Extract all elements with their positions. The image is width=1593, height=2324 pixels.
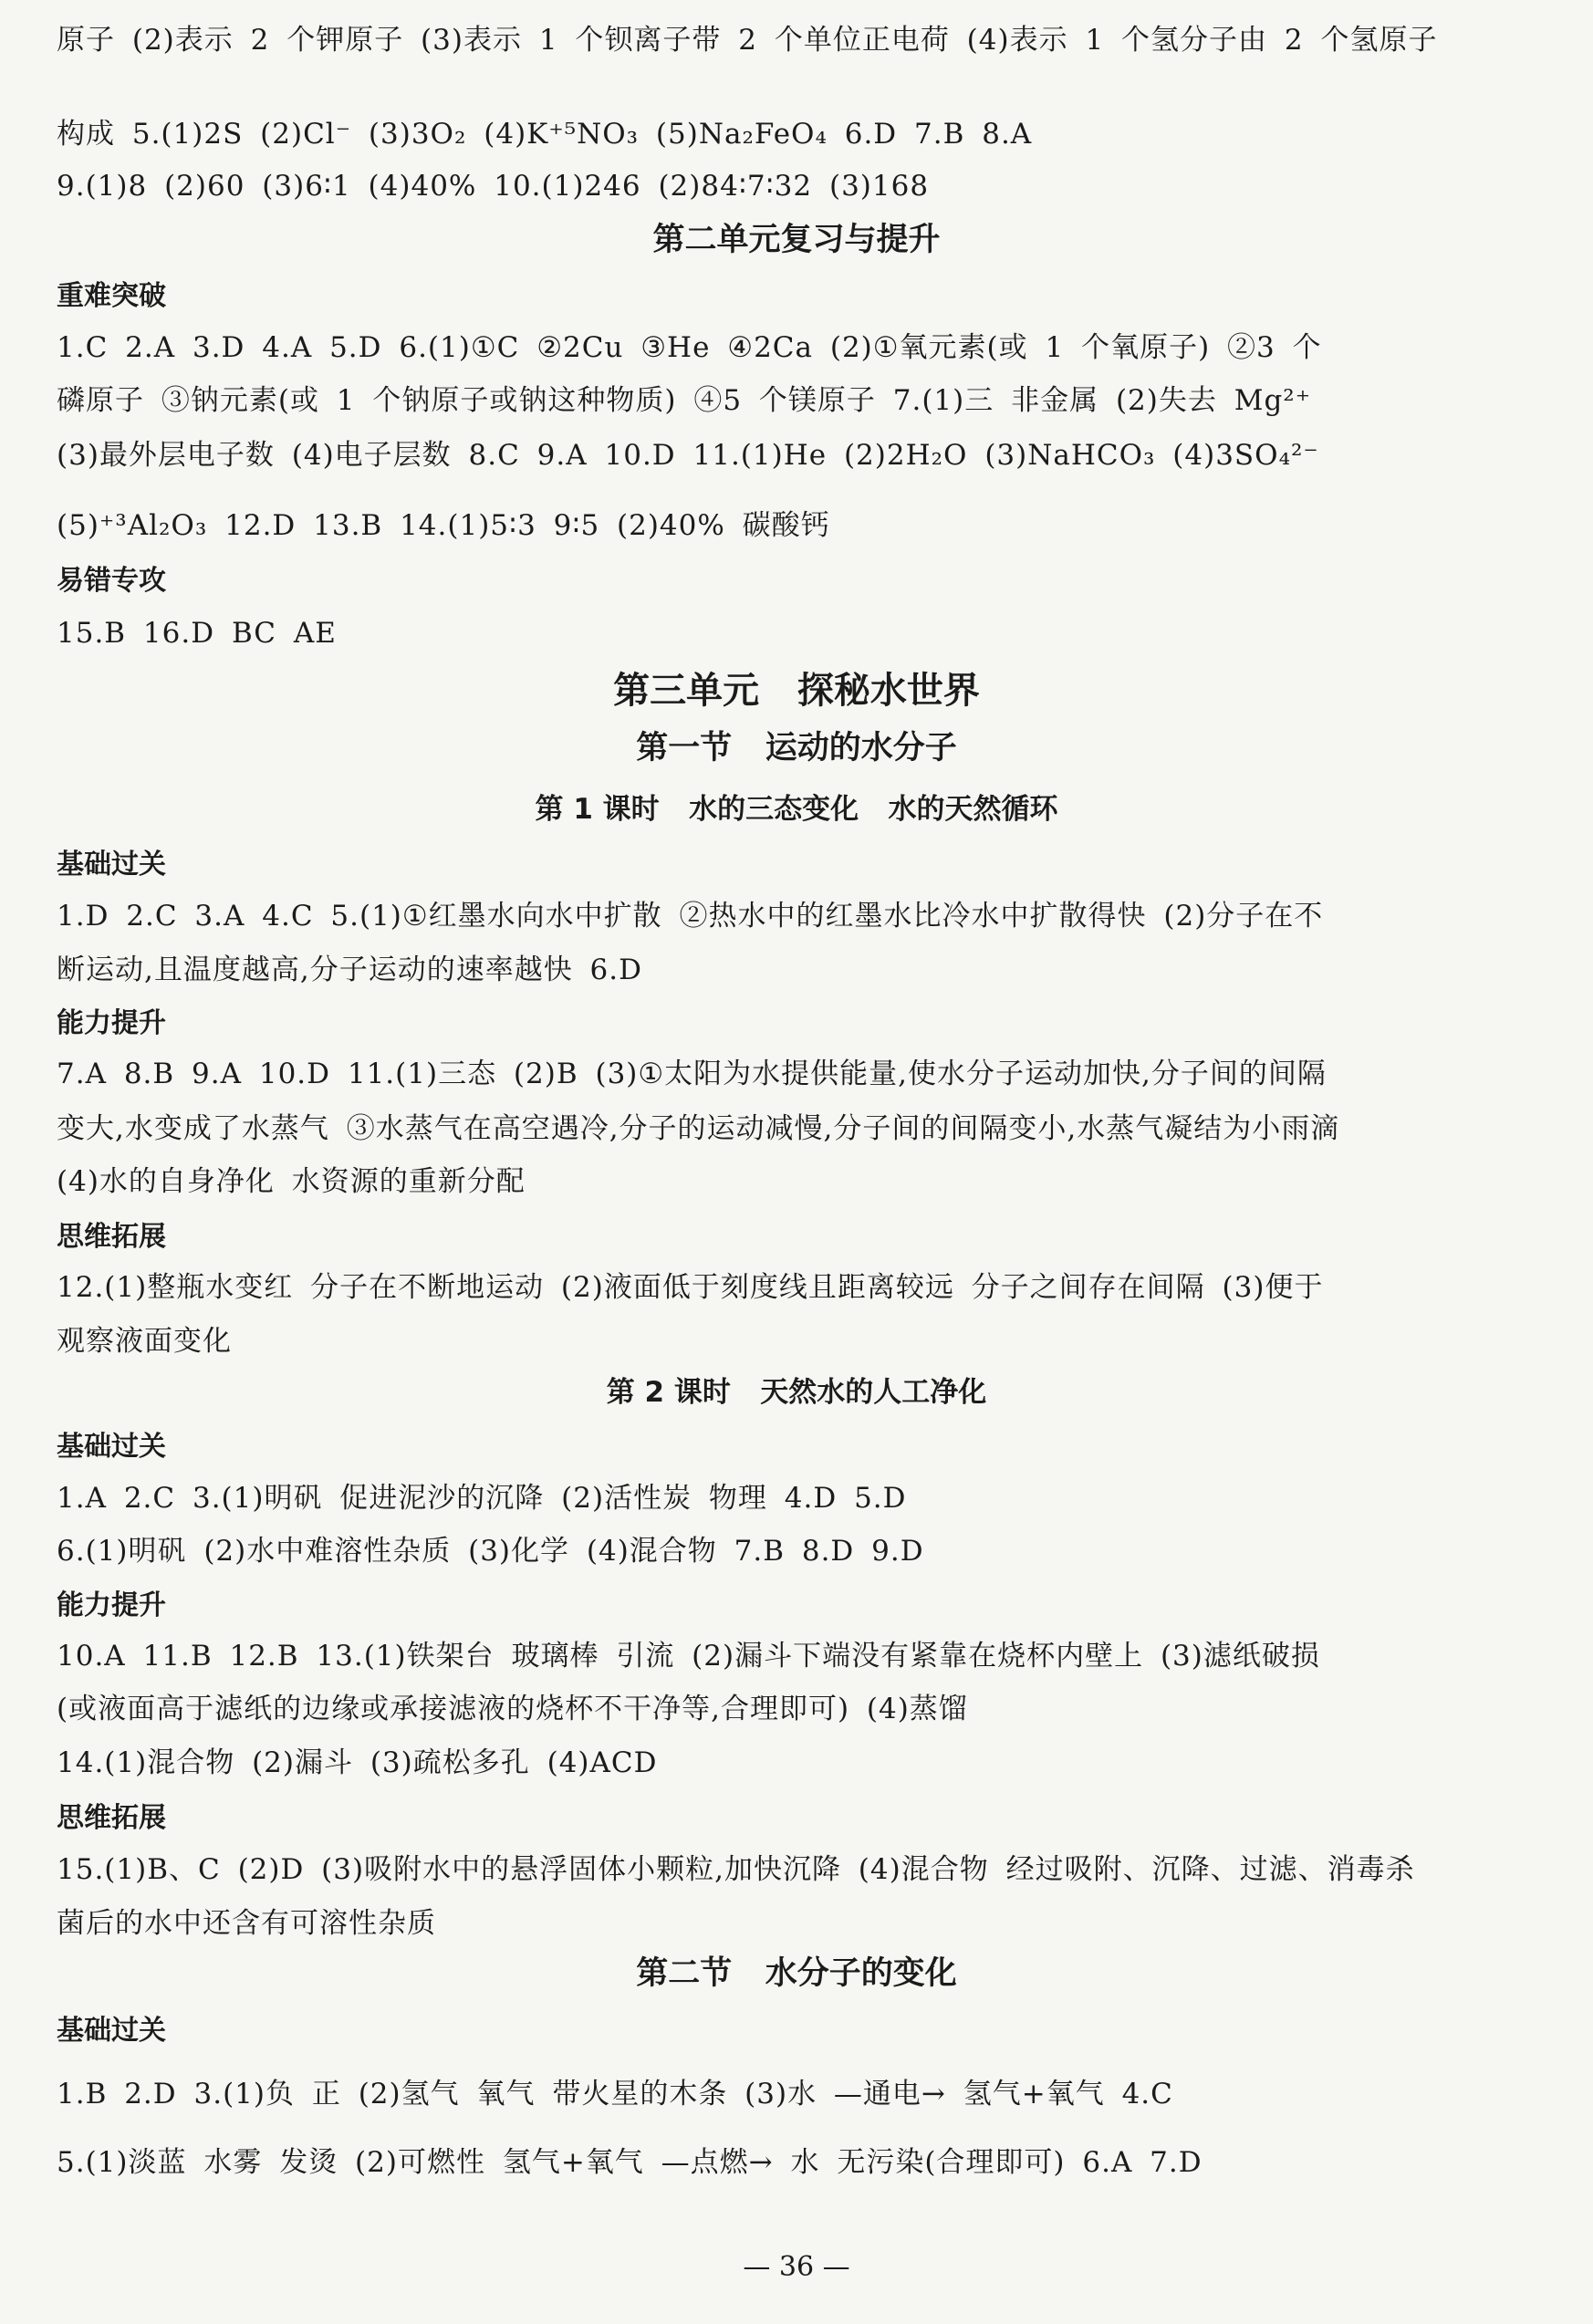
subsection-label: 思维拓展: [57, 1221, 166, 1253]
section-heading: 第二单元复习与提升: [652, 222, 941, 258]
answer-line: 变大,水变成了水蒸气 ③水蒸气在高空遇冷,分子的运动减慢,分子间的间隔变小,水蒸气凝结为小雨滴: [57, 1112, 1340, 1145]
subsection-label: 基础过关: [57, 1431, 166, 1463]
answer-line: (3)最外层电子数 (4)电子层数 8.C 9.A 10.D 11.(1)He (2)2H₂O (3)NaHCO₃ (4)3SO₄²⁻: [57, 439, 1319, 472]
subsection-label: 思维拓展: [57, 1802, 166, 1834]
subsection-label: 重难突破: [57, 280, 166, 312]
subsection-label: 基础过关: [57, 849, 166, 881]
subsection-label: 易错专攻: [57, 565, 166, 597]
section-heading: 第二节 水分子的变化: [636, 1955, 957, 1992]
unit-title: 第三单元 探秘水世界: [613, 670, 980, 712]
page-number: — 36 —: [743, 2251, 850, 2283]
answer-line: 观察液面变化: [57, 1325, 232, 1358]
answer-line: (5)⁺³Al₂O₃ 12.D 13.B 14.(1)5∶3 9∶5 (2)40% 碳酸钙: [57, 509, 830, 542]
answer-line: 6.(1)明矾 (2)水中难溶性杂质 (3)化学 (4)混合物 7.B 8.D 9.D: [57, 1535, 924, 1568]
answer-line: 7.A 8.B 9.A 10.D 11.(1)三态 (2)B (3)①太阳为水提供能量,使水分子运动加快,分子间的间隔: [57, 1058, 1327, 1090]
section-heading: 第一节 运动的水分子: [636, 730, 957, 766]
answer-line: (或液面高于滤纸的边缘或承接滤液的烧杯不干净等,合理即可) (4)蒸馏: [57, 1693, 968, 1725]
answer-line: 9.(1)8 (2)60 (3)6∶1 (4)40% 10.(1)246 (2)84∶7∶32 (3)168: [57, 170, 930, 203]
answer-line: 1.D 2.C 3.A 4.C 5.(1)①红墨水向水中扩散 ②热水中的红墨水比冷水中扩散得快 (2)分子在不: [57, 900, 1324, 933]
answer-line: 10.A 11.B 12.B 13.(1)铁架台 玻璃棒 引流 (2)漏斗下端没有紧靠在烧杯内壁上 (3)滤纸破损: [57, 1640, 1320, 1673]
lesson-heading: 第 1 课时 水的三态变化 水的天然循环: [535, 793, 1058, 826]
answer-line: 断运动,且温度越高,分子运动的速率越快 6.D: [57, 954, 642, 986]
answer-line: 5.(1)淡蓝 水雾 发烫 (2)可燃性 氢气+氧气 —点燃→ 水 无污染(合理即可) 6.A 7.D: [57, 2146, 1203, 2179]
answer-line: (4)水的自身净化 水资源的重新分配: [57, 1165, 526, 1198]
answer-line: 12.(1)整瓶水变红 分子在不断地运动 (2)液面低于刻度线且距离较远 分子之间存在间隔 (3)便于: [57, 1271, 1324, 1304]
answer-line: 14.(1)混合物 (2)漏斗 (3)疏松多孔 (4)ACD: [57, 1746, 658, 1779]
answer-line: 构成 5.(1)2S (2)Cl⁻ (3)3O₂ (4)K⁺⁵NO₃ (5)Na₂FeO₄ 6.D 7.B 8.A: [57, 118, 1033, 151]
answer-line: 1.A 2.C 3.(1)明矾 促进泥沙的沉降 (2)活性炭 物理 4.D 5.D: [57, 1482, 907, 1515]
answer-line: 15.(1)B、C (2)D (3)吸附水中的悬浮固体小颗粒,加快沉降 (4)混合物 经过吸附、沉降、过滤、消毒杀: [57, 1853, 1415, 1886]
answer-line: 1.B 2.D 3.(1)负 正 (2)氢气 氧气 带火星的木条 (3)水 —通电→ 氢气+氧气 4.C: [57, 2078, 1173, 2110]
answer-line: 磷原子 ③钠元素(或 1 个钠原子或钠这种物质) ④5 个镁原子 7.(1)三 非金属 (2)失去 Mg²⁺: [57, 384, 1312, 417]
answer-line: 菌后的水中还含有可溶性杂质: [57, 1907, 436, 1940]
subsection-label: 基础过关: [57, 2015, 166, 2047]
answer-line: 1.C 2.A 3.D 4.A 5.D 6.(1)①C ②2Cu ③He ④2Ca (2)①氧元素(或 1 个氧原子) ②3 个: [57, 331, 1322, 364]
subsection-label: 能力提升: [57, 1007, 166, 1039]
lesson-heading: 第 2 课时 天然水的人工净化: [606, 1376, 987, 1409]
answer-line: 原子 (2)表示 2 个钾原子 (3)表示 1 个钡离子带 2 个单位正电荷 (4)表示 1 个氢分子由 2 个氢原子: [57, 24, 1438, 57]
answer-line: 15.B 16.D BC AE: [57, 617, 337, 650]
subsection-label: 能力提升: [57, 1589, 166, 1621]
